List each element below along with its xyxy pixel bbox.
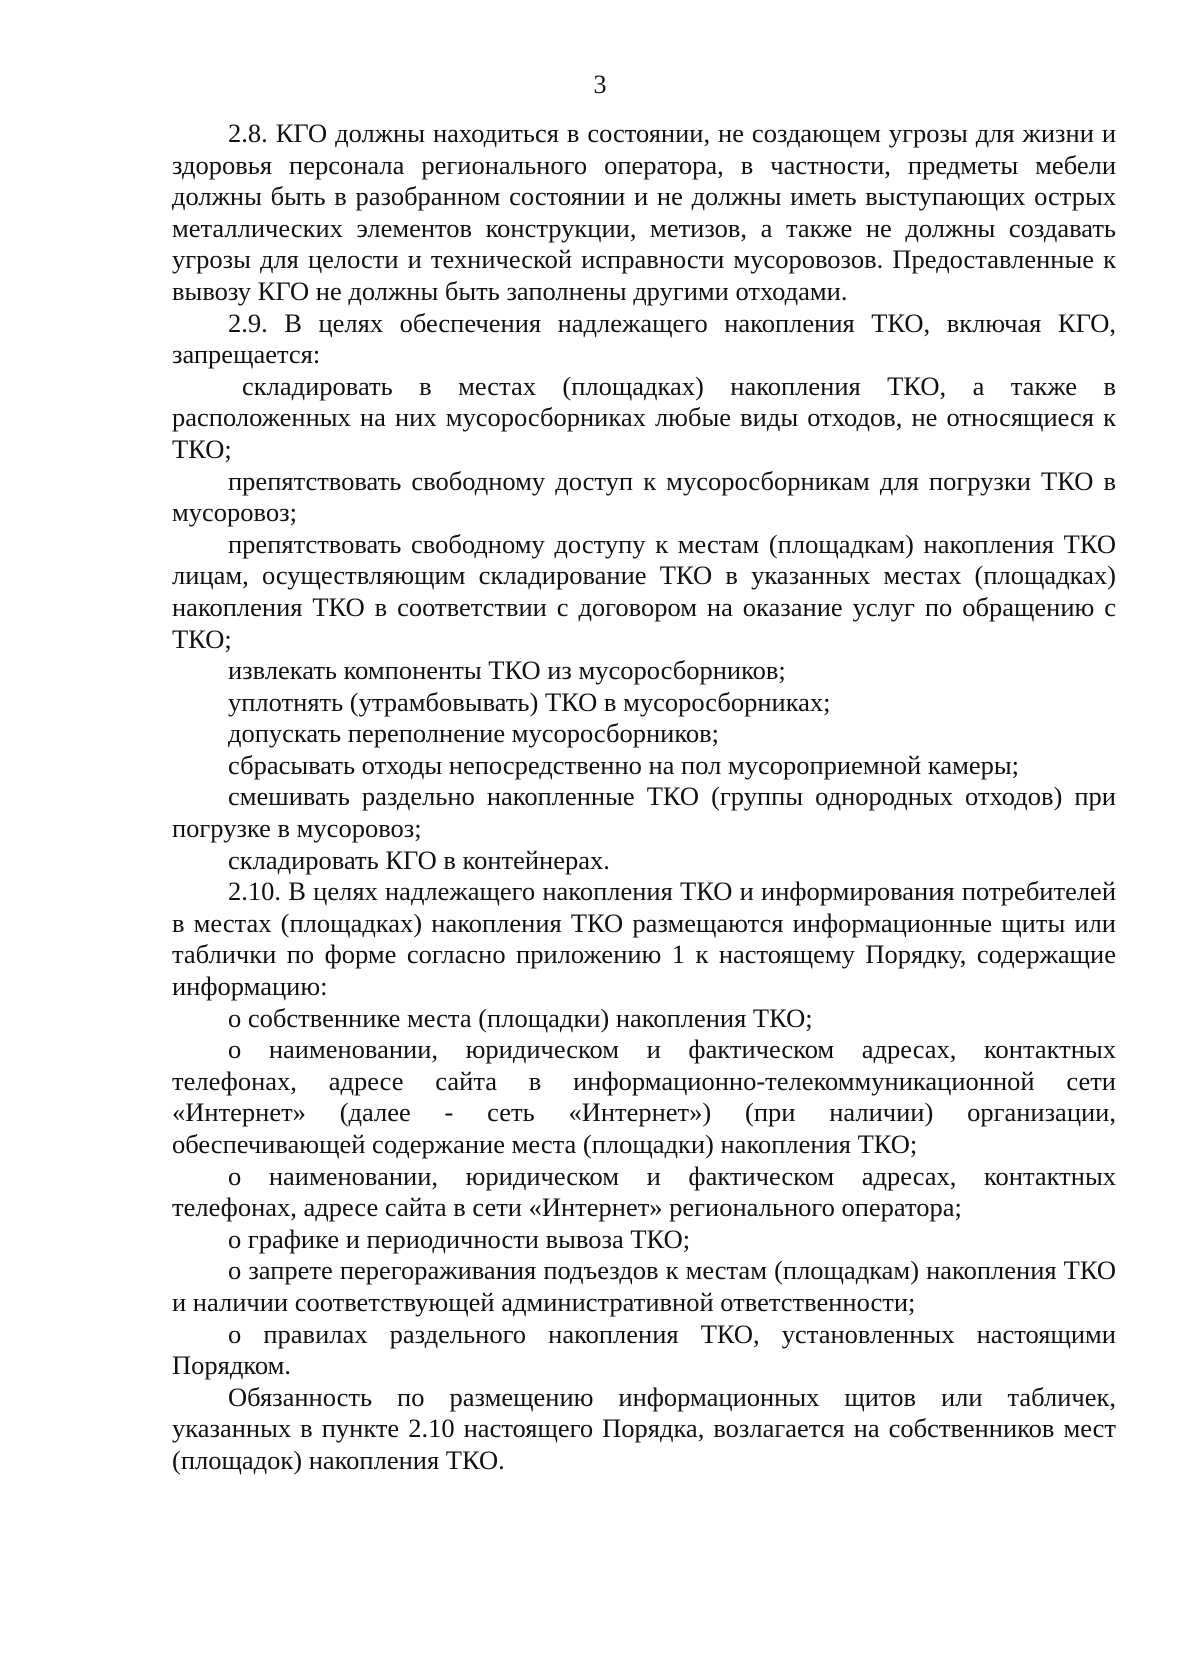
prohibition-item: препятствовать свободному доступ к мусоросборникам для погрузки ТКО в мусоровоз; bbox=[172, 465, 1116, 528]
prohibition-item: сбрасывать отходы непосредственно на пол мусороприемной камеры; bbox=[228, 749, 1020, 780]
prohibition-item: препятствовать свободному доступу к местам (площадкам) накопления ТКО лицам, осуществляющим складирование ТКО в указанных местах (площадках) накопления ТКО в соответствии с договором на оказание услуг по обращению с ТКО; bbox=[172, 528, 1116, 654]
paragraph-2-10: 2.10. В целях надлежащего накопления ТКО и информирования потребителей в местах (площадках) накопления ТКО размещаются информационные щиты или таблички по форме согласно приложению 1 к настоящему Порядку, содержащие информацию: bbox=[172, 876, 1116, 1002]
prohibition-item: уплотнять (утрамбовывать) ТКО в мусоросборниках; bbox=[228, 686, 831, 717]
info-item: о наименовании, юридическом и фактическом адресах, контактных телефонах, адресе сайта в сети «Интернет» регионального оператора; bbox=[172, 1160, 1116, 1223]
info-item: о запрете перегораживания подъездов к местам (площадкам) накопления ТКО и наличии соответствующей административной ответственности; bbox=[172, 1255, 1116, 1317]
prohibition-item: складировать в местах (площадках) накопления ТКО, а также в расположенных на них мусоросборниках любые виды отходов, не относящиеся к ТКО; bbox=[172, 370, 1116, 464]
info-item: о правилах раздельного накопления ТКО, установленных настоящими Порядком. bbox=[172, 1318, 1116, 1381]
paragraph-2-8: 2.8. КГО должны находиться в состоянии, не создающем угрозы для жизни и здоровья персонала регионального оператора, в частности, предметы мебели должны быть в разобранном состоянии и не должны иметь выступающих острых металлических элементов конструкции, метизов, а также не должны создавать угрозы для целости и технической исправности мусоровозов. Предоставленные к вывозу КГО не должны быть заполнены другими отходами. bbox=[172, 118, 1116, 306]
obligation-paragraph: Обязанность по размещению информационных щитов или табличек, указанных в пункте 2.10 настоящего Порядка, возлагается на собственников мест (площадок) накопления ТКО. bbox=[172, 1381, 1116, 1475]
prohibition-item: смешивать раздельно накопленные ТКО (группы однородных отходов) при погрузке в мусоровоз; bbox=[172, 781, 1116, 844]
info-item: о графике и периодичности вывоза ТКО; bbox=[228, 1223, 691, 1254]
prohibition-item: складировать КГО в контейнерах. bbox=[228, 844, 610, 875]
info-item: о наименовании, юридическом и фактическом адресах, контактных телефонах, адресе сайта в информационно-телекоммуникационной сети «Интернет» (далее - сеть «Интернет») (при наличии) организации, обеспечивающей содержание места (площадки) накопления ТКО; bbox=[172, 1034, 1116, 1159]
document-body bbox=[172, 118, 1116, 1477]
paragraph-2-9: 2.9. В целях обеспечения надлежащего накопления ТКО, включая КГО, запрещается: bbox=[172, 307, 1116, 370]
info-item: о собственнике места (площадки) накопления ТКО; bbox=[228, 1002, 813, 1033]
prohibition-item: извлекать компоненты ТКО из мусоросборников; bbox=[228, 655, 786, 686]
page-number: 3 bbox=[593, 70, 607, 99]
prohibition-item: допускать переполнение мусоросборников; bbox=[228, 718, 720, 749]
